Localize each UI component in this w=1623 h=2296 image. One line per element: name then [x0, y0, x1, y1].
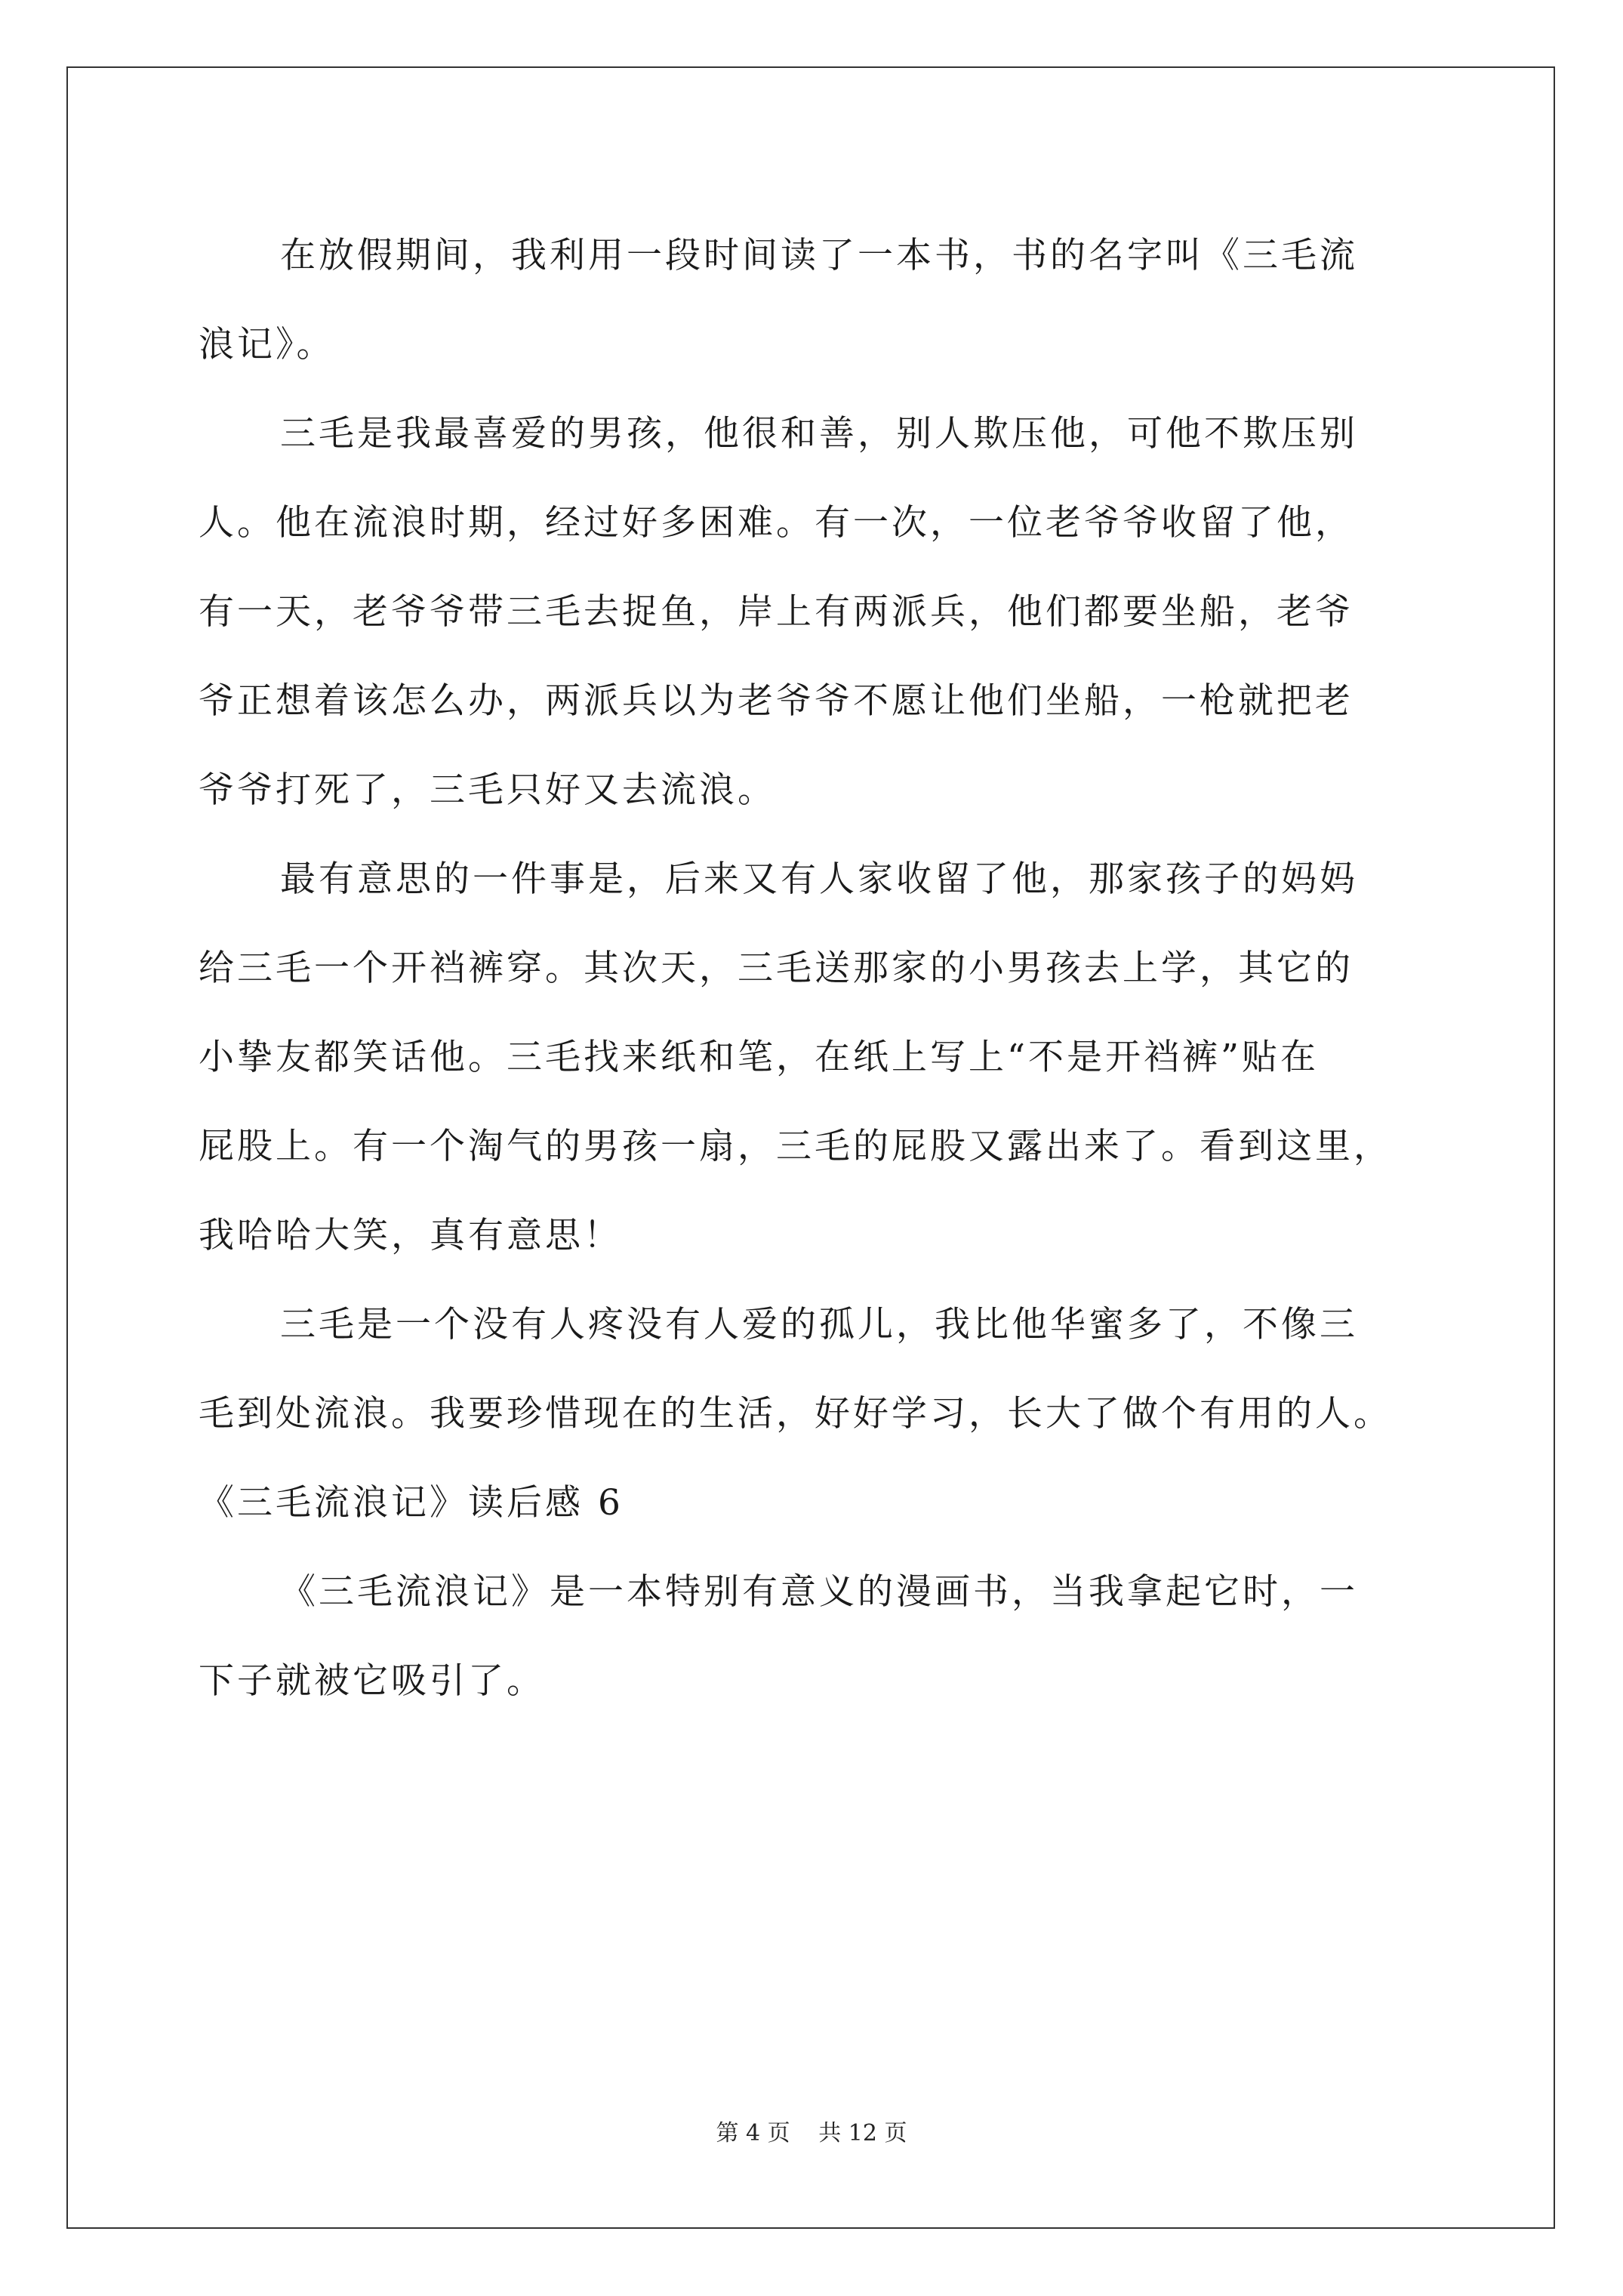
text-line: 三毛是一个没有人疼没有人爱的孤儿，我比他华蜜多了，不像三 [280, 1304, 1358, 1345]
text-line: 小挚友都笑话他。三毛找来纸和笔，在纸上写上“不是开裆裤”贴在 [199, 1037, 1320, 1078]
text-line: 爷正想着该怎么办，两派兵以为老爷爷不愿让他们坐船，一枪就把老 [199, 680, 1354, 722]
text-line: 人。他在流浪时期，经过好多困难。有一次，一位老爷爷收留了他， [199, 502, 1354, 544]
text-line: 三毛是我最喜爱的男孩，他很和善，别人欺压他，可他不欺压别 [280, 413, 1358, 455]
section-heading: 《三毛流浪记》读后感 6 [199, 1482, 624, 1524]
text-line: 我哈哈大笑，真有意思！ [199, 1215, 622, 1256]
text-line: 在放假期间，我利用一段时间读了一本书，书的名字叫《三毛流 [280, 235, 1358, 276]
text-line: 爷爷打死了，三毛只好又去流浪。 [199, 769, 776, 811]
page-footer [0, 2114, 1623, 2147]
text-line: 浪记》。 [199, 324, 335, 365]
text-line: 下子就被它吸引了。 [199, 1660, 545, 1702]
page-number: 第 4 页 [716, 2120, 790, 2147]
text-line: 有一天，老爷爷带三毛去捉鱼，岸上有两派兵，他们都要坐船，老爷 [199, 591, 1354, 633]
text-line: 《三毛流浪记》是一本特别有意义的漫画书，当我拿起它时，一 [280, 1571, 1358, 1613]
text-line: 最有意思的一件事是，后来又有人家收留了他，那家孩子的妈妈 [280, 858, 1358, 900]
document-body [199, 211, 1437, 1726]
text-line: 屁股上。有一个淘气的男孩一扇，三毛的屁股又露出来了。看到这里， [199, 1126, 1392, 1167]
text-line: 毛到处流浪。我要珍惜现在的生活，好好学习，长大了做个有用的人。 [199, 1393, 1392, 1435]
text-line: 给三毛一个开裆裤穿。其次天，三毛送那家的小男孩去上学，其它的 [199, 948, 1354, 989]
page-total: 共 12 页 [818, 2120, 907, 2147]
